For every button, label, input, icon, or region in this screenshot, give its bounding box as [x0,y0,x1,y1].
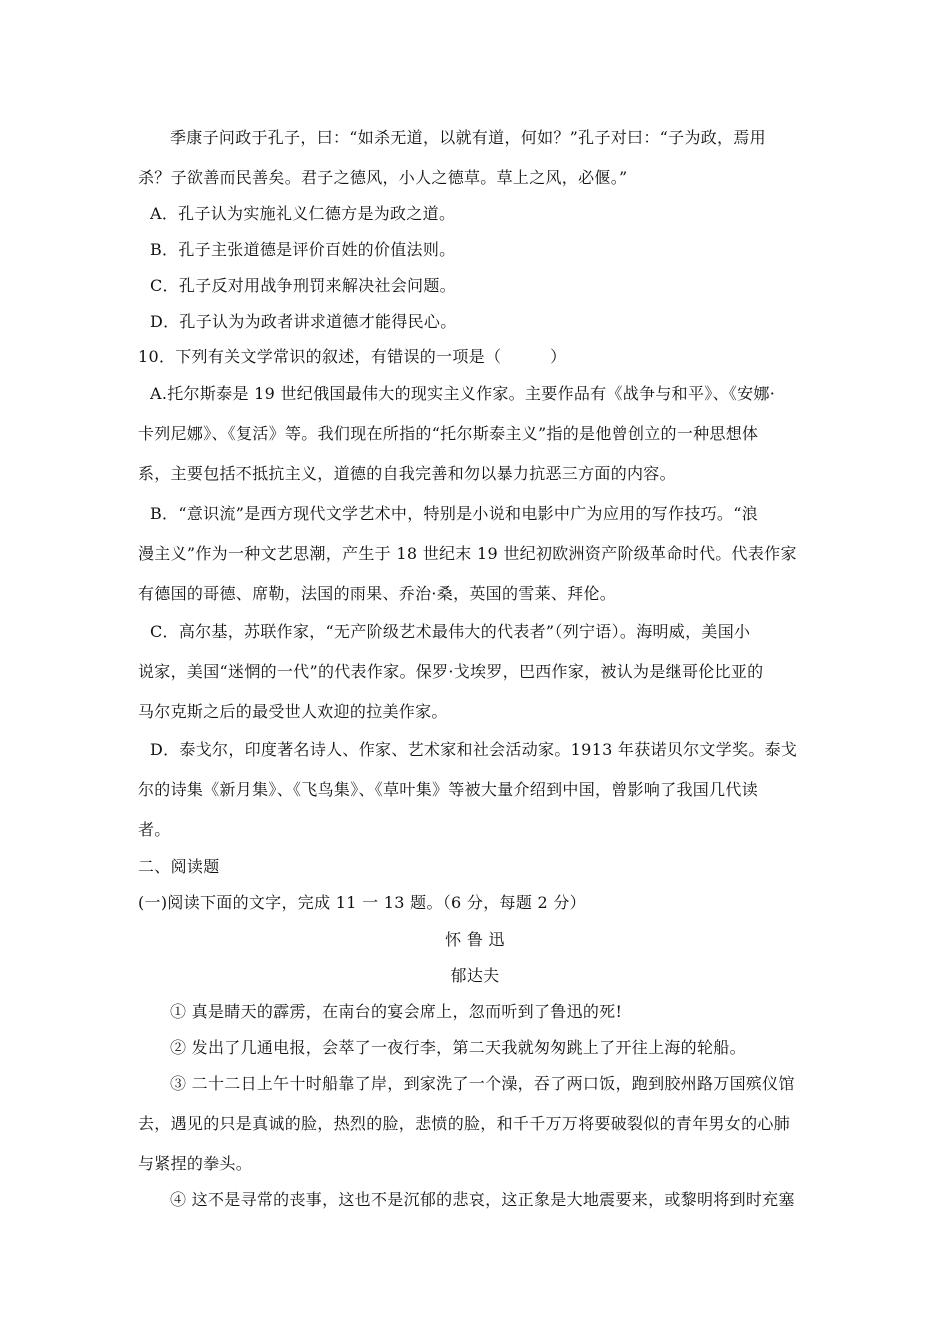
q10-option-c-line-2: 说家，美国“迷惘的一代”的代表作家。保罗·戈埃罗，巴西作家，被认为是继哥伦比亚的 [138,662,764,681]
q10-option-a-line-2: 卡列尼娜》、《复活》等。我们现在所指的“托尔斯泰主义”指的是他曾创立的一种思想体 [138,424,759,443]
q10-option-b-line-2: 漫主义”作为一种文艺思潮，产生于 18 世纪末 19 世纪初欧洲资产阶级革命时代。代表作家 [138,544,797,563]
q10-option-d-line-1: D．泰戈尔，印度著名诗人、作家、艺术家和社会活动家。1913 年获诺贝尔文学奖。泰戈 [150,740,798,759]
q10-stem: 10．下列有关文学常识的叙述，有错误的一项是（ ） [138,347,567,366]
essay-paragraph-3-line-3: 与紧捏的拳头。 [138,1154,253,1173]
essay-author: 郁达夫 [450,966,500,985]
essay-paragraph-1: ① 真是睛天的霹雳，在南台的宴会席上，忽而听到了鲁迅的死! [170,1002,623,1021]
essay-paragraph-3-line-1: ③ 二十二日上午十时船靠了岸，到家洗了一个澡，吞了两口饭，跑到胶州路万国殡仪馆 [170,1074,795,1093]
essay-paragraph-2: ② 发出了几通电报，会萃了一夜行李，第二天我就匆匆跳上了开往上海的轮船。 [170,1038,746,1057]
essay-paragraph-3-line-2: 去，遇见的只是真诚的脸，热烈的脸，悲愤的脸，和千千万万将要破裂似的青年男女的心肺 [138,1114,791,1133]
q9-passage-line-2: 杀？子欲善而民善矣。君子之德风，小人之德草。草上之风，必偃。” [138,168,628,187]
q10-option-b-line-3: 有德国的哥德、席勒，法国的雨果、乔治·桑，英国的雪莱、拜伦。 [138,584,617,603]
q9-option-c: C．孔子反对用战争刑罚来解决社会问题。 [150,276,456,295]
section-heading: 二、阅读题 [138,857,220,876]
q9-option-b: B．孔子主张道德是评价百姓的价值法则。 [150,240,456,259]
q9-option-a: A．孔子认为实施礼义仁德方是为政之道。 [150,204,456,223]
q10-option-c-line-3: 马尔克斯之后的最受世人欢迎的拉美作家。 [138,702,448,721]
q10-option-b-line-1: B．“意识流”是西方现代文学艺术中，特别是小说和电影中广为应用的写作技巧。“浪 [150,504,758,523]
essay-title: 怀 鲁 迅 [445,930,505,949]
q10-option-a-line-1: A.托尔斯泰是 19 世纪俄国最伟大的现实主义作家。主要作品有《战争与和平》、《安娜· [150,384,776,403]
q9-option-d: D．孔子认为为政者讲求道德才能得民心。 [150,312,457,331]
q10-option-c-line-1: C．高尔基，苏联作家，“无产阶级艺术最伟大的代表者”（列宁语）。海明威，美国小 [150,622,751,641]
essay-paragraph-4-line-1: ④ 这不是寻常的丧事，这也不是沉郁的悲哀，这正象是大地震要来，或黎明将到时充塞 [170,1190,795,1209]
q10-option-d-line-2: 尔的诗集《新月集》、《飞鸟集》、《草叶集》等被大量介绍到中国，曾影响了我国几代读 [138,780,759,799]
q10-option-d-line-3: 者。 [138,820,171,839]
q10-option-a-line-3: 系，主要包括不抵抗主义，道德的自我完善和勿以暴力抗恶三方面的内容。 [138,464,676,483]
q9-passage-line-1: 季康子问政于孔子，曰：“如杀无道，以就有道，何如？”孔子对曰：“子为政，焉用 [170,128,766,147]
section-instruction: (一)阅读下面的文字，完成 11 一 13 题。（6 分，每题 2 分） [138,893,586,912]
